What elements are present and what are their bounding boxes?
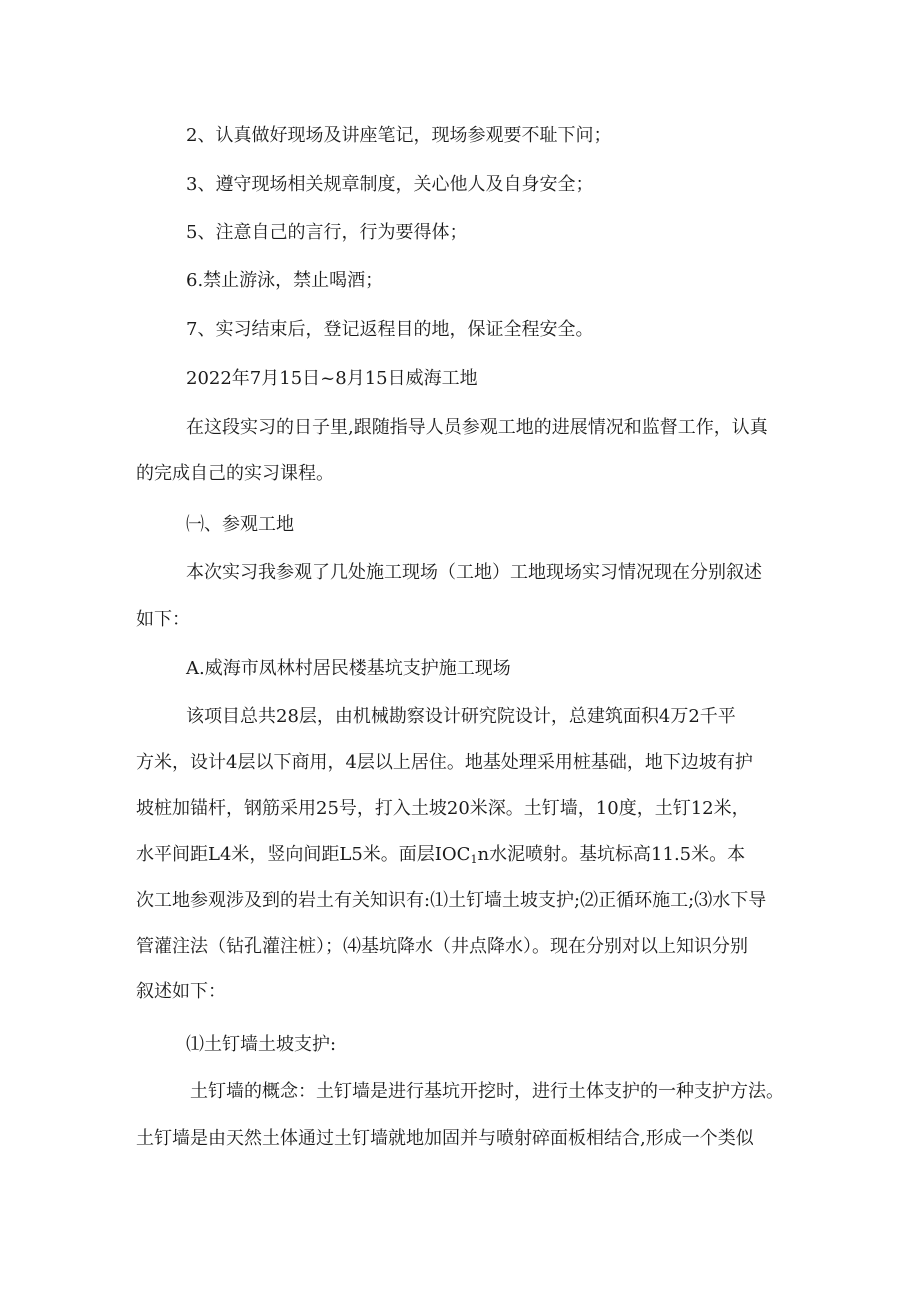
paragraph-line [136,1127,796,1151]
paragraph-text: 如下： [136,609,190,630]
list-item-3 [186,173,846,197]
list-item-text: 6.禁止游泳，禁止喝酒； [186,270,384,291]
list-item-7 [186,318,846,342]
paragraph-line [136,889,796,913]
paragraph-text: 管灌注法（钻孔灌注桩）；⑷基坑降水（井点降水）。现在分别对以上知识分别 [136,936,748,957]
paragraph-line [136,462,796,486]
paragraph-text: 土钉墙是由天然土体通过土钉墙就地加固并与喷射碎面板相结合,形成一个类似 [136,1128,754,1149]
paragraph-line [136,935,796,959]
paragraph-line [186,416,846,440]
paragraph-text: 水平间距L4米，竖向间距L5米。面层IOC [136,844,471,865]
subsection-heading [186,657,846,681]
list-item-text: 7、实习结束后，登记返程目的地，保证全程安全。 [186,319,594,340]
paragraph-line [136,843,796,872]
paragraph-text: 在这段实习的日子里,跟随指导人员参观工地的进展情况和监督工作，认真 [186,417,768,438]
paragraph-text: 土钉墙的概念：土钉墙是进行基坑开挖时，进行土体支护的一种支护方法。 [190,1081,784,1102]
paragraph-line [136,608,796,632]
paragraph-text: 的完成自己的实习课程。 [136,463,334,484]
paragraph-line [136,751,796,775]
list-item-5 [186,221,846,245]
paragraph-line [190,1080,850,1104]
paragraph-text: n水泥喷射。基坑标高11.5米。本 [477,844,746,865]
paragraph-text: 叙述如下： [136,981,226,1002]
subsection-heading [186,1033,846,1057]
paragraph-text: 方米，设计4层以下商用，4层以上居住。地基处理采用桩基础，地下边坡有护 [136,752,753,773]
section-heading [186,513,846,537]
section-heading-text: ㈠、参观工地 [186,514,294,535]
list-item-text: 3、遵守现场相关规章制度，关心他人及自身安全； [186,174,594,195]
paragraph-line [136,980,796,1004]
subscript-text: 1 [470,853,478,866]
date-location-text: 2022年7月15日~8月15日威海工地 [186,368,478,389]
list-item-text: 5、注意自己的言行，行为要得体； [186,222,468,243]
paragraph-line [136,797,796,821]
paragraph-line [186,705,846,729]
subsection-heading-text: A.威海市凤林村居民楼基坑支护施工现场 [186,658,511,679]
list-item-2 [186,124,846,148]
paragraph-text: 该项目总共28层，由机械勘察设计研究院设计，总建筑面积4万2千平 [186,706,736,727]
paragraph-text: 坡桩加锚杆，钢筋采用25号，打入土坡20米深。土钉墙，10度，土钉12米， [136,798,750,819]
list-item-text: 2、认真做好现场及讲座笔记，现场参观要不耻下问； [186,125,612,146]
paragraph-text: 本次实习我参观了几处施工现场（工地）工地现场实习情况现在分别叙述 [186,562,762,583]
subsection-heading-text: ⑴土钉墙土坡支护: [186,1034,337,1055]
paragraph-line [186,561,846,585]
date-location-heading [186,367,846,391]
paragraph-text: 次工地参观涉及到的岩土有关知识有:⑴土钉墙土坡支护;⑵正循环施工;⑶水下导 [136,890,767,911]
list-item-6 [186,269,846,293]
